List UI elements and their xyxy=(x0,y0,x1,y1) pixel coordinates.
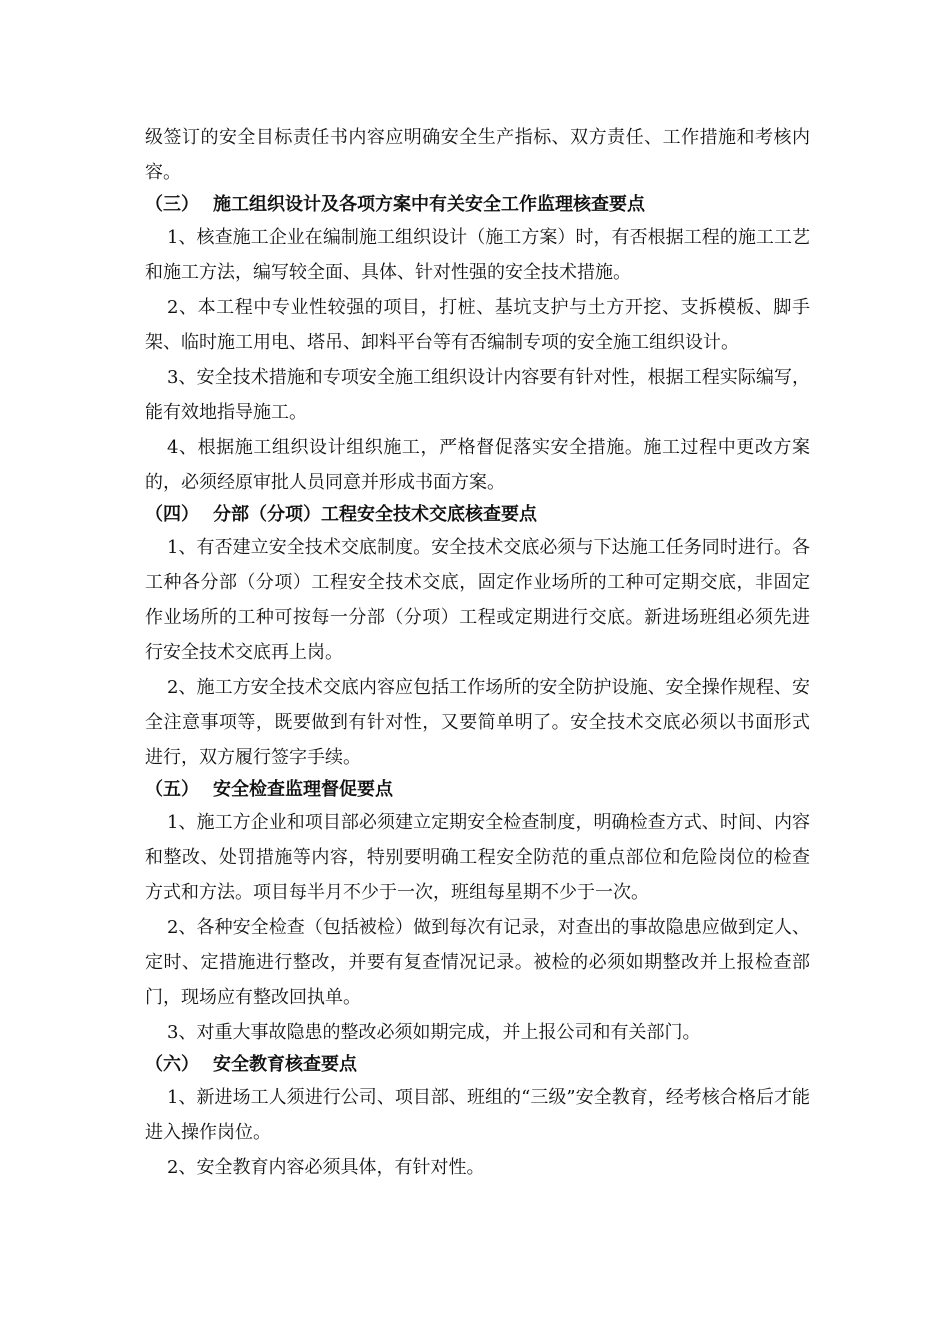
section-title: 分部（分项）工程安全技术交底核查要点 xyxy=(213,504,537,525)
body-paragraph: 3、安全技术措施和专项安全施工组织设计内容要有针对性，根据工程实际编写，能有效地指导施工。 xyxy=(145,367,810,423)
section-title: 安全教育核查要点 xyxy=(213,1054,357,1075)
body-paragraph: 1、核查施工企业在编制施工组织设计（施工方案）时，有否根据工程的施工工艺和施工方法，编写较全面、具体、针对性强的安全技术措施。 xyxy=(145,227,810,283)
document-body xyxy=(145,120,810,1185)
body-paragraph: 2、施工方安全技术交底内容应包括工作场所的安全防护设施、安全操作规程、安全注意事项等，既要做到有针对性，又要简单明了。安全技术交底必须以书面形式进行，双方履行签字手续。 xyxy=(145,677,810,768)
section-number: （三） xyxy=(145,194,199,215)
body-paragraph: 4、根据施工组织设计组织施工，严格督促落实安全措施。施工过程中更改方案的，必须经原审批人员同意并形成书面方案。 xyxy=(145,437,810,493)
section-heading xyxy=(145,775,810,805)
section-title: 施工组织设计及各项方案中有关安全工作监理核查要点 xyxy=(213,194,645,215)
body-paragraph: 1、施工方企业和项目部必须建立定期安全检查制度，明确检查方式、时间、内容和整改、处罚措施等内容，特别要明确工程安全防范的重点部位和危险岗位的检查方式和方法。项目每半月不少于一次，班组每星期不少于一次。 xyxy=(145,812,810,903)
section-title: 安全检查监理督促要点 xyxy=(213,779,393,800)
section-number: （六） xyxy=(145,1054,199,1075)
body-paragraph: 1、新进场工人须进行公司、项目部、班组的“三级”安全教育，经考核合格后才能进入操作岗位。 xyxy=(145,1087,810,1143)
body-paragraph: 1、有否建立安全技术交底制度。安全技术交底必须与下达施工任务同时进行。各工种各分部（分项）工程安全技术交底，固定作业场所的工种可定期交底，非固定作业场所的工种可按每一分部（分项）工程或定期进行交底。新进场班组必须先进行安全技术交底再上岗。 xyxy=(145,537,810,663)
section-heading xyxy=(145,190,810,220)
body-paragraph: 2、安全教育内容必须具体，有针对性。 xyxy=(167,1157,485,1178)
body-paragraph: 2、各种安全检查（包括被检）做到每次有记录，对查出的事故隐患应做到定人、定时、定措施进行整改，并要有复查情况记录。被检的必须如期整改并上报检查部门，现场应有整改回执单。 xyxy=(145,917,810,1008)
section-heading xyxy=(145,500,810,530)
section-number: （五） xyxy=(145,779,199,800)
body-paragraph: 3、对重大事故隐患的整改必须如期完成，并上报公司和有关部门。 xyxy=(167,1022,701,1043)
section-number: （四） xyxy=(145,504,199,525)
body-paragraph: 级签订的安全目标责任书内容应明确安全生产指标、双方责任、工作措施和考核内容。 xyxy=(145,127,810,183)
section-heading xyxy=(145,1050,810,1080)
body-paragraph: 2、本工程中专业性较强的项目，打桩、基坑支护与土方开挖、支拆模板、脚手架、临时施工用电、塔吊、卸料平台等有否编制专项的安全施工组织设计。 xyxy=(145,297,810,353)
